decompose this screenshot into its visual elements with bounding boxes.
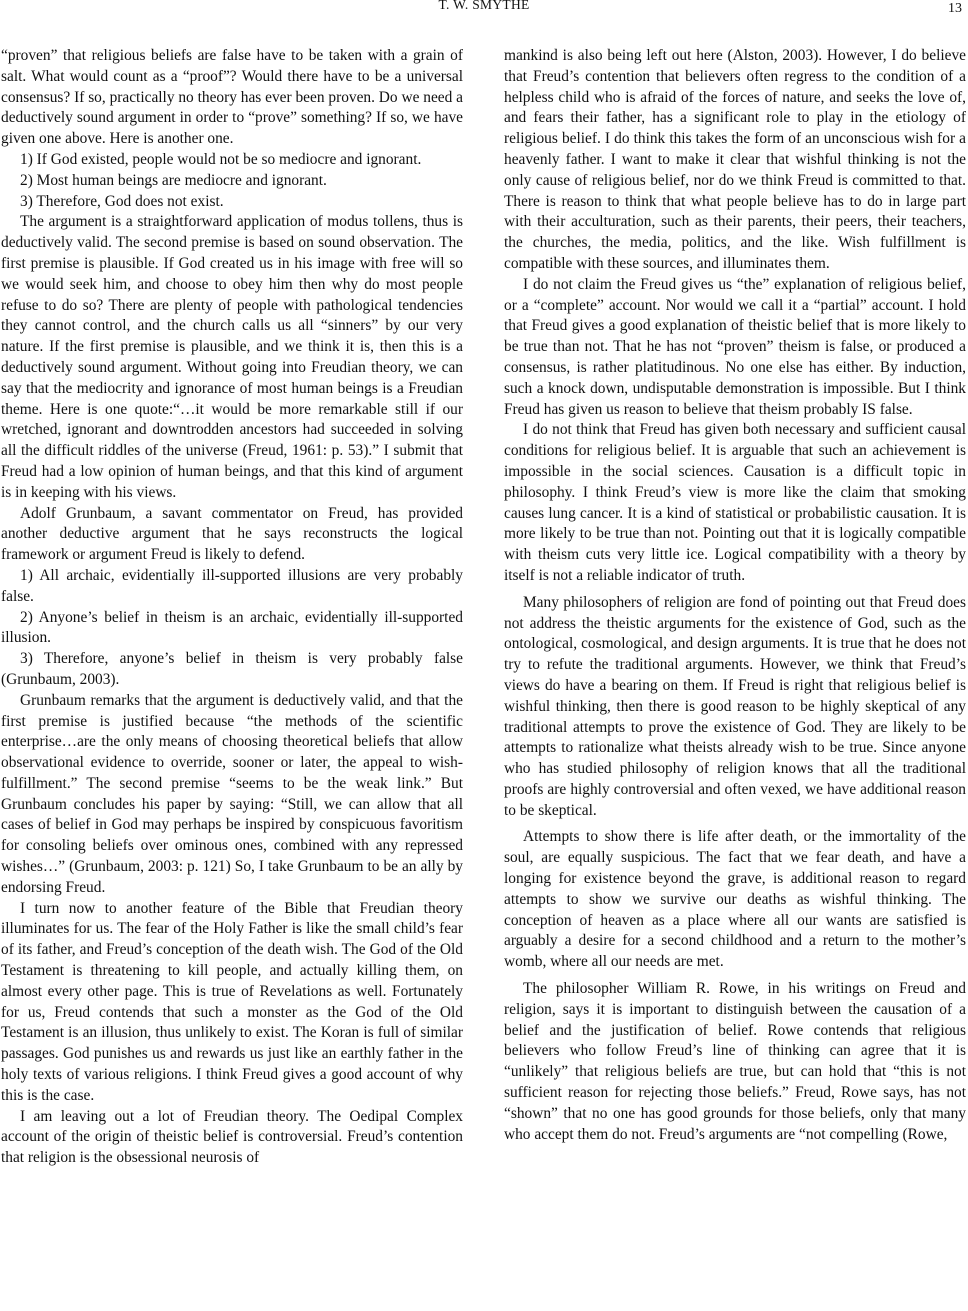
paragraph: Many philosophers of religion are fond of pointing out that Freud does not address the theistic arguments for the existence of God, such as the ontological, cosmological, and design arguments. It is true that he does not try to refute the traditional arguments. However, we think that Freud’s views do have a bearing on them. If Freud is right that religious belief is wishful thinking, then there is good reason to be highly skeptical of any traditional attempts to prove the existence of God. They are likely to be attempts to rationalize what theists already wish to be true. Since anyone who has studied philosophy of religion knows that all the traditional proofs are highly controversial and often vexed, we have additional reason to be skeptical.: [504, 593, 966, 819]
premise-1: 1) If God existed, people would not be so mediocre and ignorant.: [20, 150, 422, 168]
left-column: [1, 46, 463, 1169]
paragraph: I do not think that Freud has given both necessary and sufficient causal conditions for religious belief. It is arguable that such an achievement is impossible in the social sciences. Causation is a difficult topic in philosophy. I think Freud’s view is more like the claim that smoking causes lung cancer. It is a kind of statistical or probabilistic causation. It is more likely to be true than not. Pointing out that it is logically compatible with theism cuts very little ice. Logical compatibility with a theory by itself is not a reliable indicator of truth.: [504, 421, 966, 584]
paragraph: I turn now to another feature of the Bible that Freudian theory illuminates for us. The fear of the Holy Father is like the small child’s fear of its father, and Freud’s conception of the death wish. The God of the Old Testament is threatening to kill people, and actually killing them, on almost every other page. This is true of Revelations as well. Fortunately for us, Freud contends that such a monster as the God of the Old Testament is an illusion, thus unlikely to exist. The Koran is full of similar passages. God punishes us and rewards us just like an earthly father in the holy texts of various religions. I think Freud gives a good account of why this is the case.: [1, 899, 463, 1104]
paragraph: Attempts to show there is life after death, or the immortality of the soul, are equally suspicious. The fact that we fear death, and have a longing for existence beyond the grave, is additional reason to regard attempts to show we survive our deaths as wishful thinking. The conception of heaven as a place where all our wants are satisfied is arguably a desire for a second childhood and a return to the mother’s womb, where all our needs are met.: [504, 828, 966, 971]
running-head: T. W. SMYTHE: [438, 0, 530, 12]
premise-2: 2) Most human beings are mediocre and ignorant.: [20, 171, 327, 189]
paragraph: Adolf Grunbaum, a savant commentator on Freud, has provided another deductive argument that he says reconstructs the logical framework or argument Freud is likely to defend.: [1, 504, 463, 564]
paragraph: mankind is also being left out here (Alston, 2003). However, I do believe that Freud’s contention that believers often regress to the condition of a helpless child who is afraid of the forces of nature, and seeks the love of, and fears their father, has a significant role to play in the etiology of religious belief. I do think this takes the form of an unconscious wish for a heavenly father. I want to make it clear that wishful thinking is not the only cause of religious belief, nor do we think Freud is committed to that. There is reason to think that what people believe has to do in large part with their acculturation, such as their parents, their peers, their teachers, the churches, the media, politics, and the like. Wish fulfillment is compatible with these sources, and illuminates them.: [504, 47, 966, 272]
paragraph: The argument is a straightforward application of modus tollens, thus is deductively valid. The second premise is based on sound observation. The first premise is plausible. If God created us in his image with free will so we would seek him, and choose to obey him then why do most people refuse to do so? There are plenty of people with pathological tendencies they cannot control, and the church calls us all “sinners” by our very nature. If the first premise is plausible, and we think it is, then this is a deductively sound argument. Without going into Freudian theory, we can say that the mediocrity and ignorance of most human beings is a Freudian theme. Here is one quote:“…it would be more remarkable still if our wretched, ignorant and downtrodden ancestors had succeeded in solving all the difficult riddles of the universe (Freud, 1961: p. 53).” I submit that Freud had a low opinion of human beings, and that this kind of argument is in keeping with his views.: [1, 213, 463, 501]
paragraph: The philosopher William R. Rowe, in his writings on Freud and religion, says it is important to distinguish between the causation of a belief and the justification of belief. Rowe contends that religious believers who follow Freud’s line of thinking can agree that it is “unlikely” that religious beliefs are true, but can hold that “this is not sufficient reason for rejecting those beliefs.” Freud, Rowe says, has not “shown” that no one has good grounds for those beliefs, only that many who accept them do not. Freud’s arguments are “not compelling (Rowe,: [504, 980, 966, 1143]
premise-1: 1) All archaic, evidentially ill-supported illusions are very probably false.: [1, 566, 463, 605]
right-column: [504, 46, 966, 1145]
paragraph: I do not claim the Freud gives us “the” explanation of religious belief, or a “complete” account. Nor would we call it a “partial” account. I hold that Freud gives a good explanation of theistic belief that is more likely to be true than not. That he has not “proven” theism is false, or produced a consensus, is rather platitudinous. No one else has either. By induction, such a knock down, undisputable demonstration is impossible. But I think Freud has given us reason to believe that theism probably IS false.: [504, 275, 966, 418]
conclusion-3: 3) Therefore, anyone’s belief in theism is very probably false (Grunbaum, 2003).: [1, 650, 463, 688]
page-header: [0, 0, 968, 24]
paragraph: Grunbaum remarks that the argument is deductively valid, and that the first premise is justified because “the methods of the scientific enterprise…are the only means of choosing theoretical beliefs that allow observational evidence to override, sooner or later, the appeal to wish-fulfillment.” The second premise “seems to be the weak link.” But Grunbaum concludes his paper by saying: “Still, we can allow that all cases of belief in God may perhaps be inspired by conspicuous favoritism for consoling beliefs over ominous ones, combined with any repressed wishes…” (Grunbaum, 2003: p. 121) So, I take Grunbaum to be an ally by endorsing Freud.: [1, 691, 463, 896]
page-number: 13: [948, 1, 962, 16]
paragraph: I am leaving out a lot of Freudian theory. The Oedipal Complex account of the origin of theistic belief is controversial. Freud’s contention that religion is the obsessional neurosis of: [1, 1107, 463, 1167]
paragraph: “proven” that religious beliefs are false have to be taken with a grain of salt. What would count as a “proof”? Would there have to be a universal consensus? If so, practically no theory has ever been proven. Do we need a deductively sound argument in order to “prove” something? If so, we have given one above. Here is another one.: [1, 47, 463, 148]
premise-2: 2) Anyone’s belief in theism is an archaic, evidentially ill-supported illusion.: [1, 608, 463, 647]
conclusion-3: 3) Therefore, God does not exist.: [20, 192, 224, 210]
